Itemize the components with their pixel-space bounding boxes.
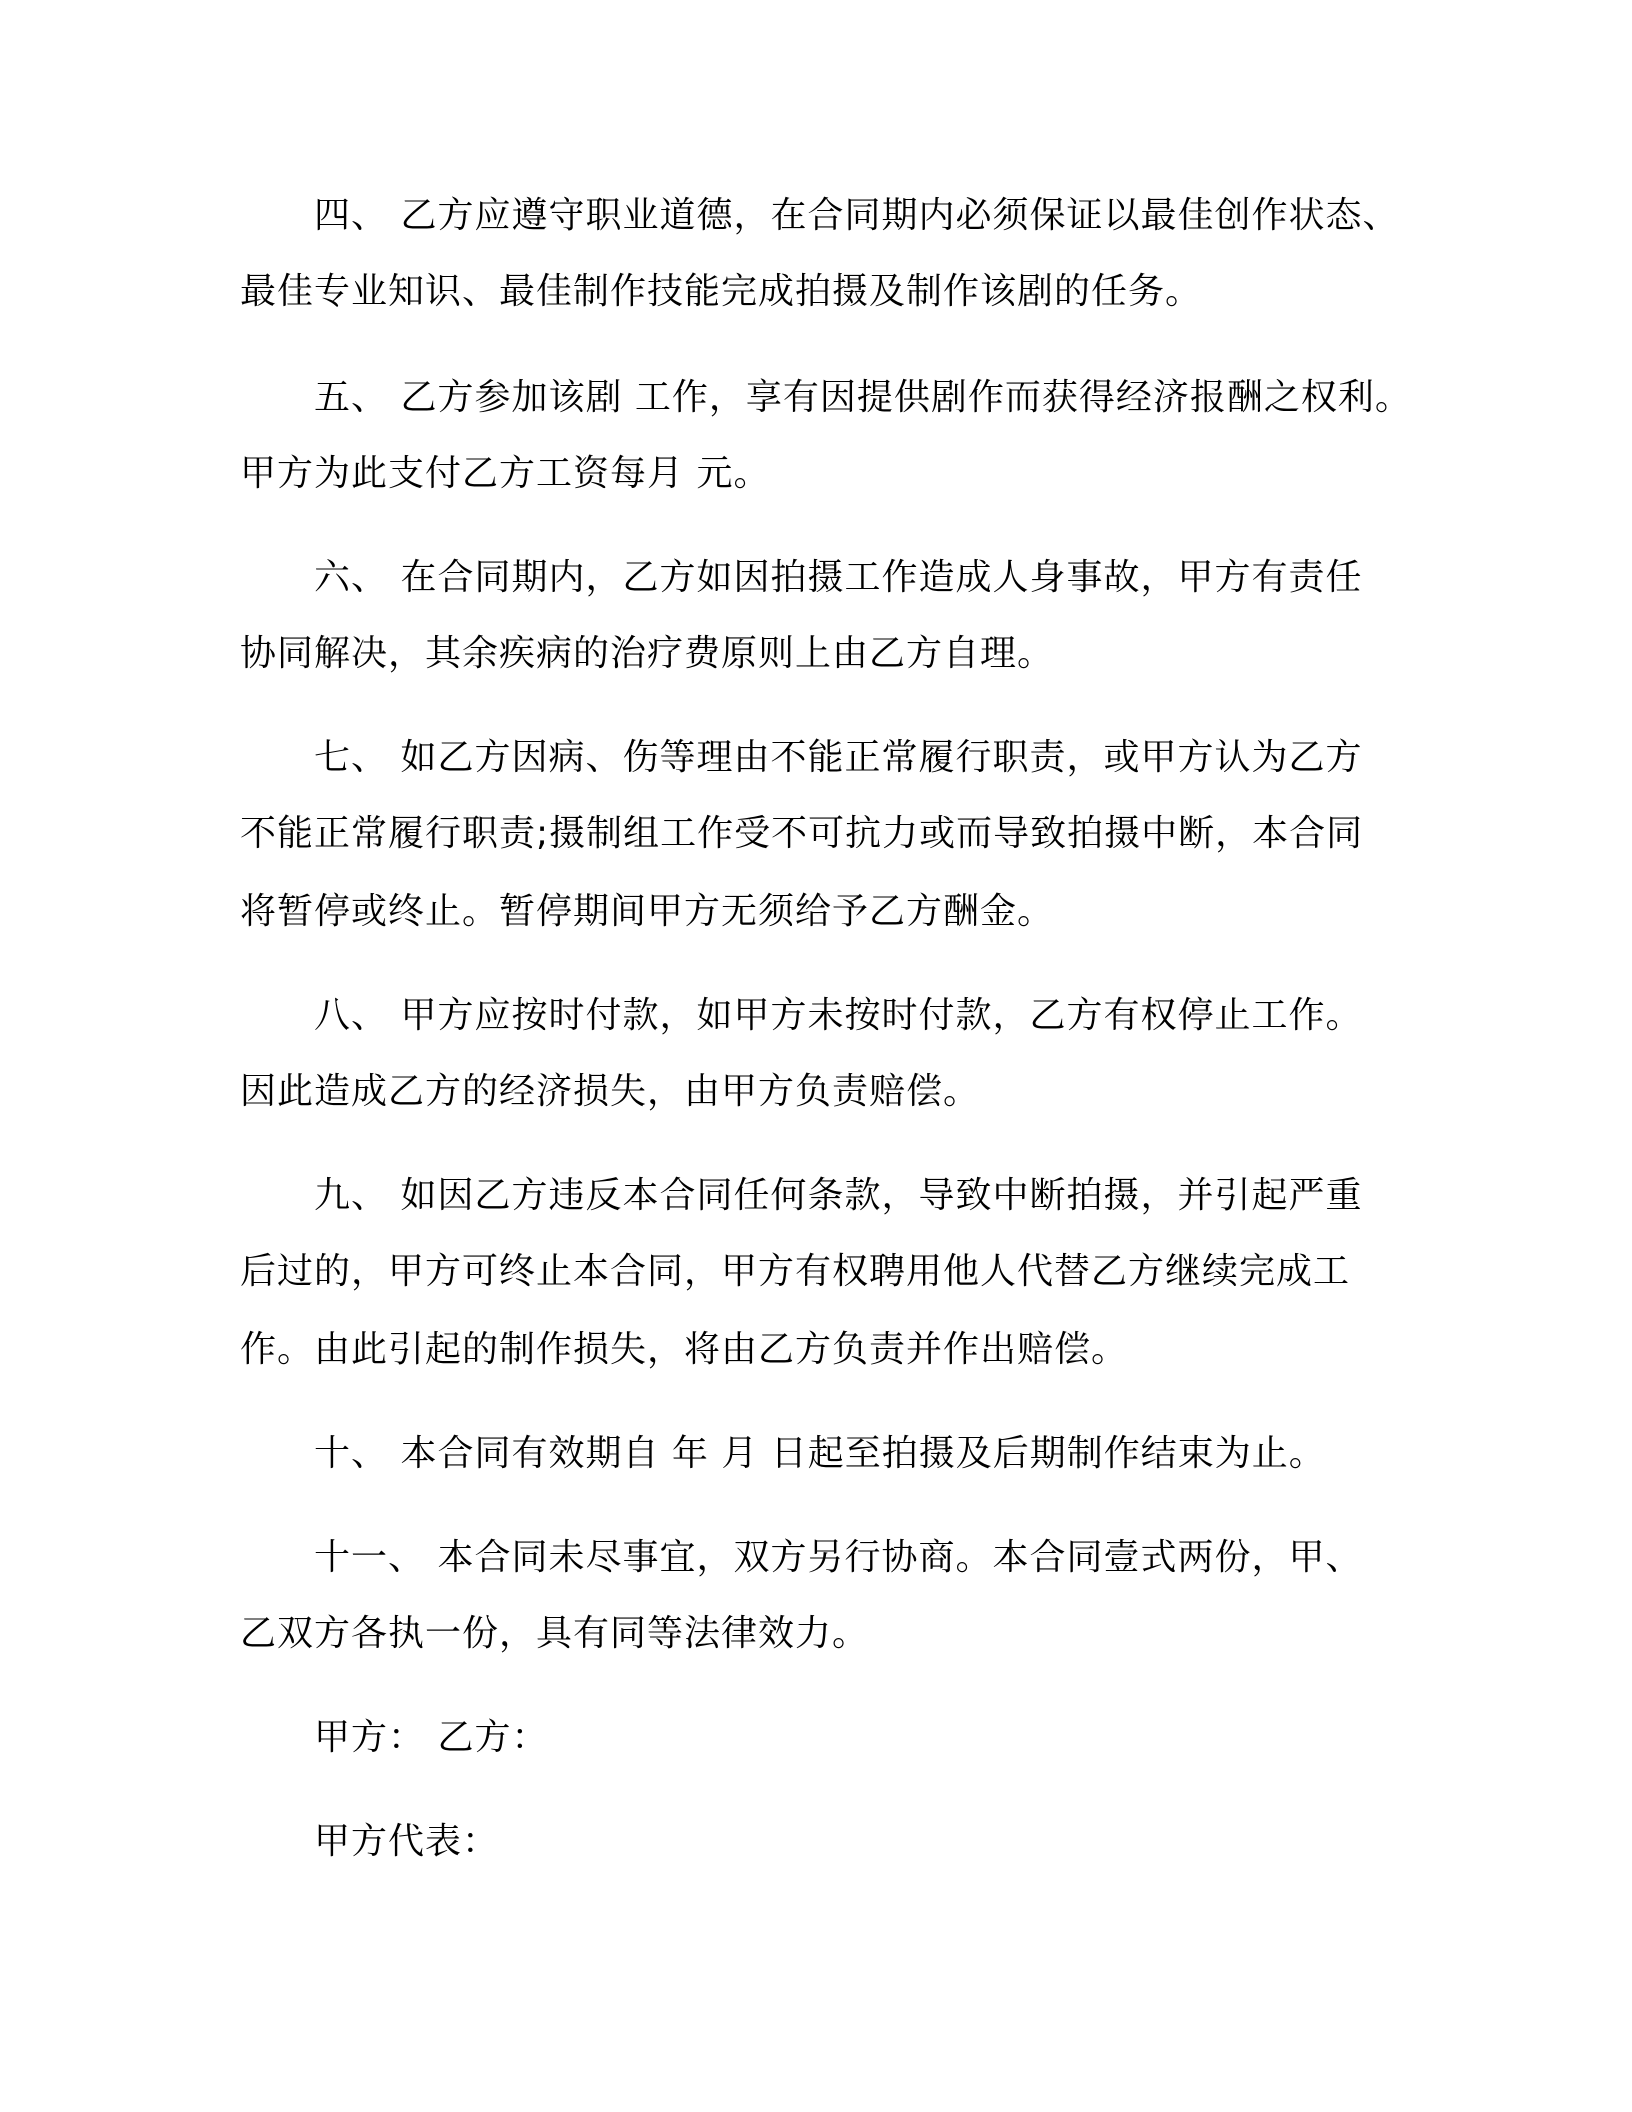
- clause-9-line-1: 九、 如因乙方违反本合同任何条款，导致中断拍摄，并引起严重: [314, 1175, 1363, 1216]
- clause-9-line-3: 作。由此引起的制作损失，将由乙方负责并作出赔偿。: [240, 1329, 1129, 1370]
- clause-6-line-2: 协同解决，其余疾病的治疗费原则上由乙方自理。: [240, 633, 1055, 674]
- clause-7-line-1: 七、 如乙方因病、伤等理由不能正常履行职责，或甲方认为乙方: [314, 737, 1363, 778]
- clause-7-line-3: 将暂停或终止。暂停期间甲方无须给予乙方酬金。: [240, 891, 1055, 932]
- clause-11-line-2: 乙双方各执一份，具有同等法律效力。: [240, 1613, 870, 1654]
- clause-11-line-1: 十一、 本合同未尽事宜，双方另行协商。本合同壹式两份，甲、: [314, 1537, 1363, 1578]
- clause-10-line-1: 十、 本合同有效期自 年 月 日起至拍摄及后期制作结束为止。: [314, 1433, 1326, 1474]
- clause-8-line-1: 八、 甲方应按时付款，如甲方未按时付款，乙方有权停止工作。: [314, 995, 1363, 1036]
- clause-4-line-1: 四、 乙方应遵守职业道德，在合同期内必须保证以最佳创作状态、: [314, 195, 1400, 236]
- clause-8-line-2: 因此造成乙方的经济损失，由甲方负责赔偿。: [240, 1071, 981, 1112]
- clause-4-line-2: 最佳专业知识、最佳制作技能完成拍摄及制作该剧的任务。: [240, 271, 1203, 312]
- signature-parties: 甲方： 乙方：: [314, 1717, 549, 1758]
- signature-representative: 甲方代表：: [314, 1821, 500, 1862]
- clause-5-line-2: 甲方为此支付乙方工资每月 元。: [240, 453, 771, 494]
- clause-5-line-1: 五、 乙方参加该剧 工作，享有因提供剧作而获得经济报酬之权利。: [314, 377, 1412, 418]
- clause-9-line-2: 后过的，甲方可终止本合同，甲方有权聘用他人代替乙方继续完成工: [240, 1251, 1351, 1292]
- clause-7-line-2: 不能正常履行职责;摄制组工作受不可抗力或而导致拍摄中断，本合同: [240, 813, 1364, 854]
- clause-6-line-1: 六、 在合同期内，乙方如因拍摄工作造成人身事故，甲方有责任: [314, 557, 1363, 598]
